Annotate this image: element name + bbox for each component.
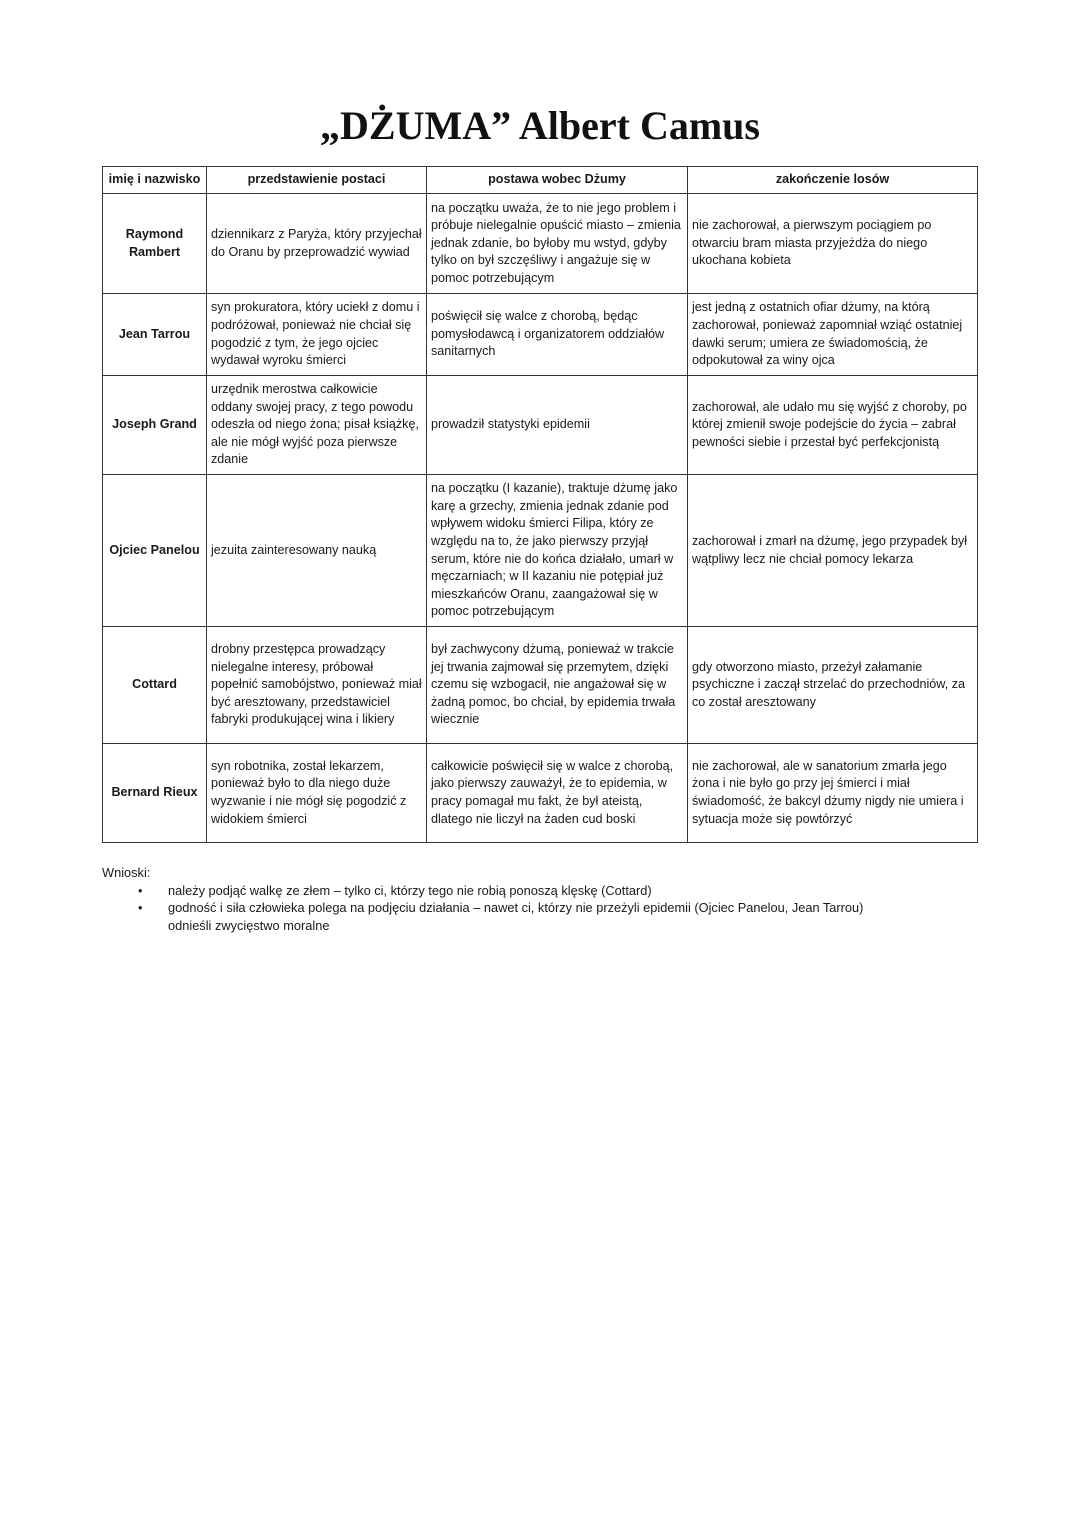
character-name: Bernard Rieux (103, 744, 207, 843)
table-row (103, 294, 978, 376)
character-attitude: poświęcił się walce z chorobą, będąc pomysłodawcą i organizatorem oddziałów sanitarnych (427, 294, 688, 376)
list-item (102, 899, 902, 934)
character-portrait: syn robotnika, został lekarzem, ponieważ było to dla niego duże wyzwanie i nie mógł się pogodzić z widokiem śmierci (207, 744, 427, 843)
character-name: Joseph Grand (103, 376, 207, 475)
conclusions-list (102, 882, 902, 935)
bullet-icon: • (138, 882, 143, 898)
character-portrait: jezuita zainteresowany nauką (207, 475, 427, 627)
character-portrait: drobny przestępca prowadzący nielegalne interesy, próbował popełnić samobójstwo, ponieważ miał być aresztowany, przedstawiciel fabryki produkującej wina i likiery (207, 627, 427, 744)
bullet-icon: • (138, 900, 143, 916)
character-fate: nie zachorował, ale w sanatorium zmarła jego żona i nie było go przy jej śmierci i miał świadomość, że bakcyl dżumy nigdy nie umiera i sytuacja może się powtórzyć (688, 744, 978, 843)
character-attitude: na początku (I kazanie), traktuje dżumę jako karę a grzechy, zmienia jednak zdanie pod wpływem widoku śmierci Filipa, który ze względu na to, że jako pierwszy przyjął serum, które nie do końca działało, umarł w męczarniach; w II kazaniu nie potępiał już mieszkańców Oranu, zaangażował się w pomoc potrzebującym (427, 475, 688, 627)
header-portrait: przedstawienie postaci (207, 167, 427, 194)
character-portrait: dziennikarz z Paryża, który przyjechał do Oranu by przeprowadzić wywiad (207, 194, 427, 294)
conclusion-text: należy podjąć walkę ze złem – tylko ci, którzy tego nie robią ponoszą klęskę (Cottard) (168, 882, 652, 898)
header-name: imię i nazwisko (103, 167, 207, 194)
header-fate: zakończenie losów (688, 167, 978, 194)
character-name: Jean Tarrou (103, 294, 207, 376)
table-row (103, 475, 978, 627)
table-row (103, 627, 978, 744)
page-title: „DŻUMA” Albert Camus (320, 103, 760, 148)
characters-table (102, 166, 978, 843)
character-attitude: był zachwycony dżumą, ponieważ w trakcie jej trwania zajmował się przemytem, dzięki czemu się wzbogacił, nie angażował się w żadną pomoc, bo chciał, by epidemia trwała wiecznie (427, 627, 688, 744)
character-fate: gdy otworzono miasto, przeżył załamanie psychiczne i zaczął strzelać do przechodniów, za co został aresztowany (688, 627, 978, 744)
table-row (103, 194, 978, 294)
character-fate: nie zachorował, a pierwszym pociągiem po otwarciu bram miasta przyjeżdża do niego ukochana kobieta (688, 194, 978, 294)
character-attitude: całkowicie poświęcił się w walce z chorobą, jako pierwszy zauważył, że to epidemia, w pracy pomagał mu fakt, że był ateistą, dlatego nie liczył na żaden cud boski (427, 744, 688, 843)
character-attitude: prowadził statystyki epidemii (427, 376, 688, 475)
character-name: Cottard (103, 627, 207, 744)
character-attitude: na początku uważa, że to nie jego problem i próbuje nielegalnie opuścić miasto – zmienia jednak zdanie, bo byłoby mu wstyd, gdyby tylko on był szczęśliwy i angażuje się w pomoc potrzebującym (427, 194, 688, 294)
character-name: Raymond Rambert (103, 194, 207, 294)
character-name: Ojciec Panelou (103, 475, 207, 627)
character-portrait: syn prokuratora, który uciekł z domu i podróżował, ponieważ nie chciał się pogodzić z tym, że jego ojciec wydawał wyroku śmierci (207, 294, 427, 376)
character-fate: jest jedną z ostatnich ofiar dżumy, na którą zachorował, ponieważ zapomniał wziąć ostatniej dawki serum; umiera ze świadomością, że odpokutował za winy ojca (688, 294, 978, 376)
table-row (103, 744, 978, 843)
list-item (102, 882, 902, 900)
conclusion-text: godność i siła człowieka polega na podjęciu działania – nawet ci, którzy nie przeżyli epidemii (Ojciec Panelou, Jean Tarrou) odnieśli zwycięstwo moralne (168, 900, 864, 933)
header-attitude: postawa wobec Dżumy (427, 167, 688, 194)
conclusions-heading: Wnioski: (102, 865, 151, 880)
character-portrait: urzędnik merostwa całkowicie oddany swojej pracy, z tego powodu odeszła od niego żona; pisał książkę, ale nie mógł wyjść poza pierwsze zdanie (207, 376, 427, 475)
conclusions-section (102, 864, 902, 934)
table-row (103, 376, 978, 475)
character-fate: zachorował i zmarł na dżumę, jego przypadek był wątpliwy lecz nie chciał pomocy lekarza (688, 475, 978, 627)
table-header-row (103, 167, 978, 194)
character-fate: zachorował, ale udało mu się wyjść z choroby, po której zmienił swoje podejście do życia – zabrał pewności siebie i przestał być perfekcjonistą (688, 376, 978, 475)
